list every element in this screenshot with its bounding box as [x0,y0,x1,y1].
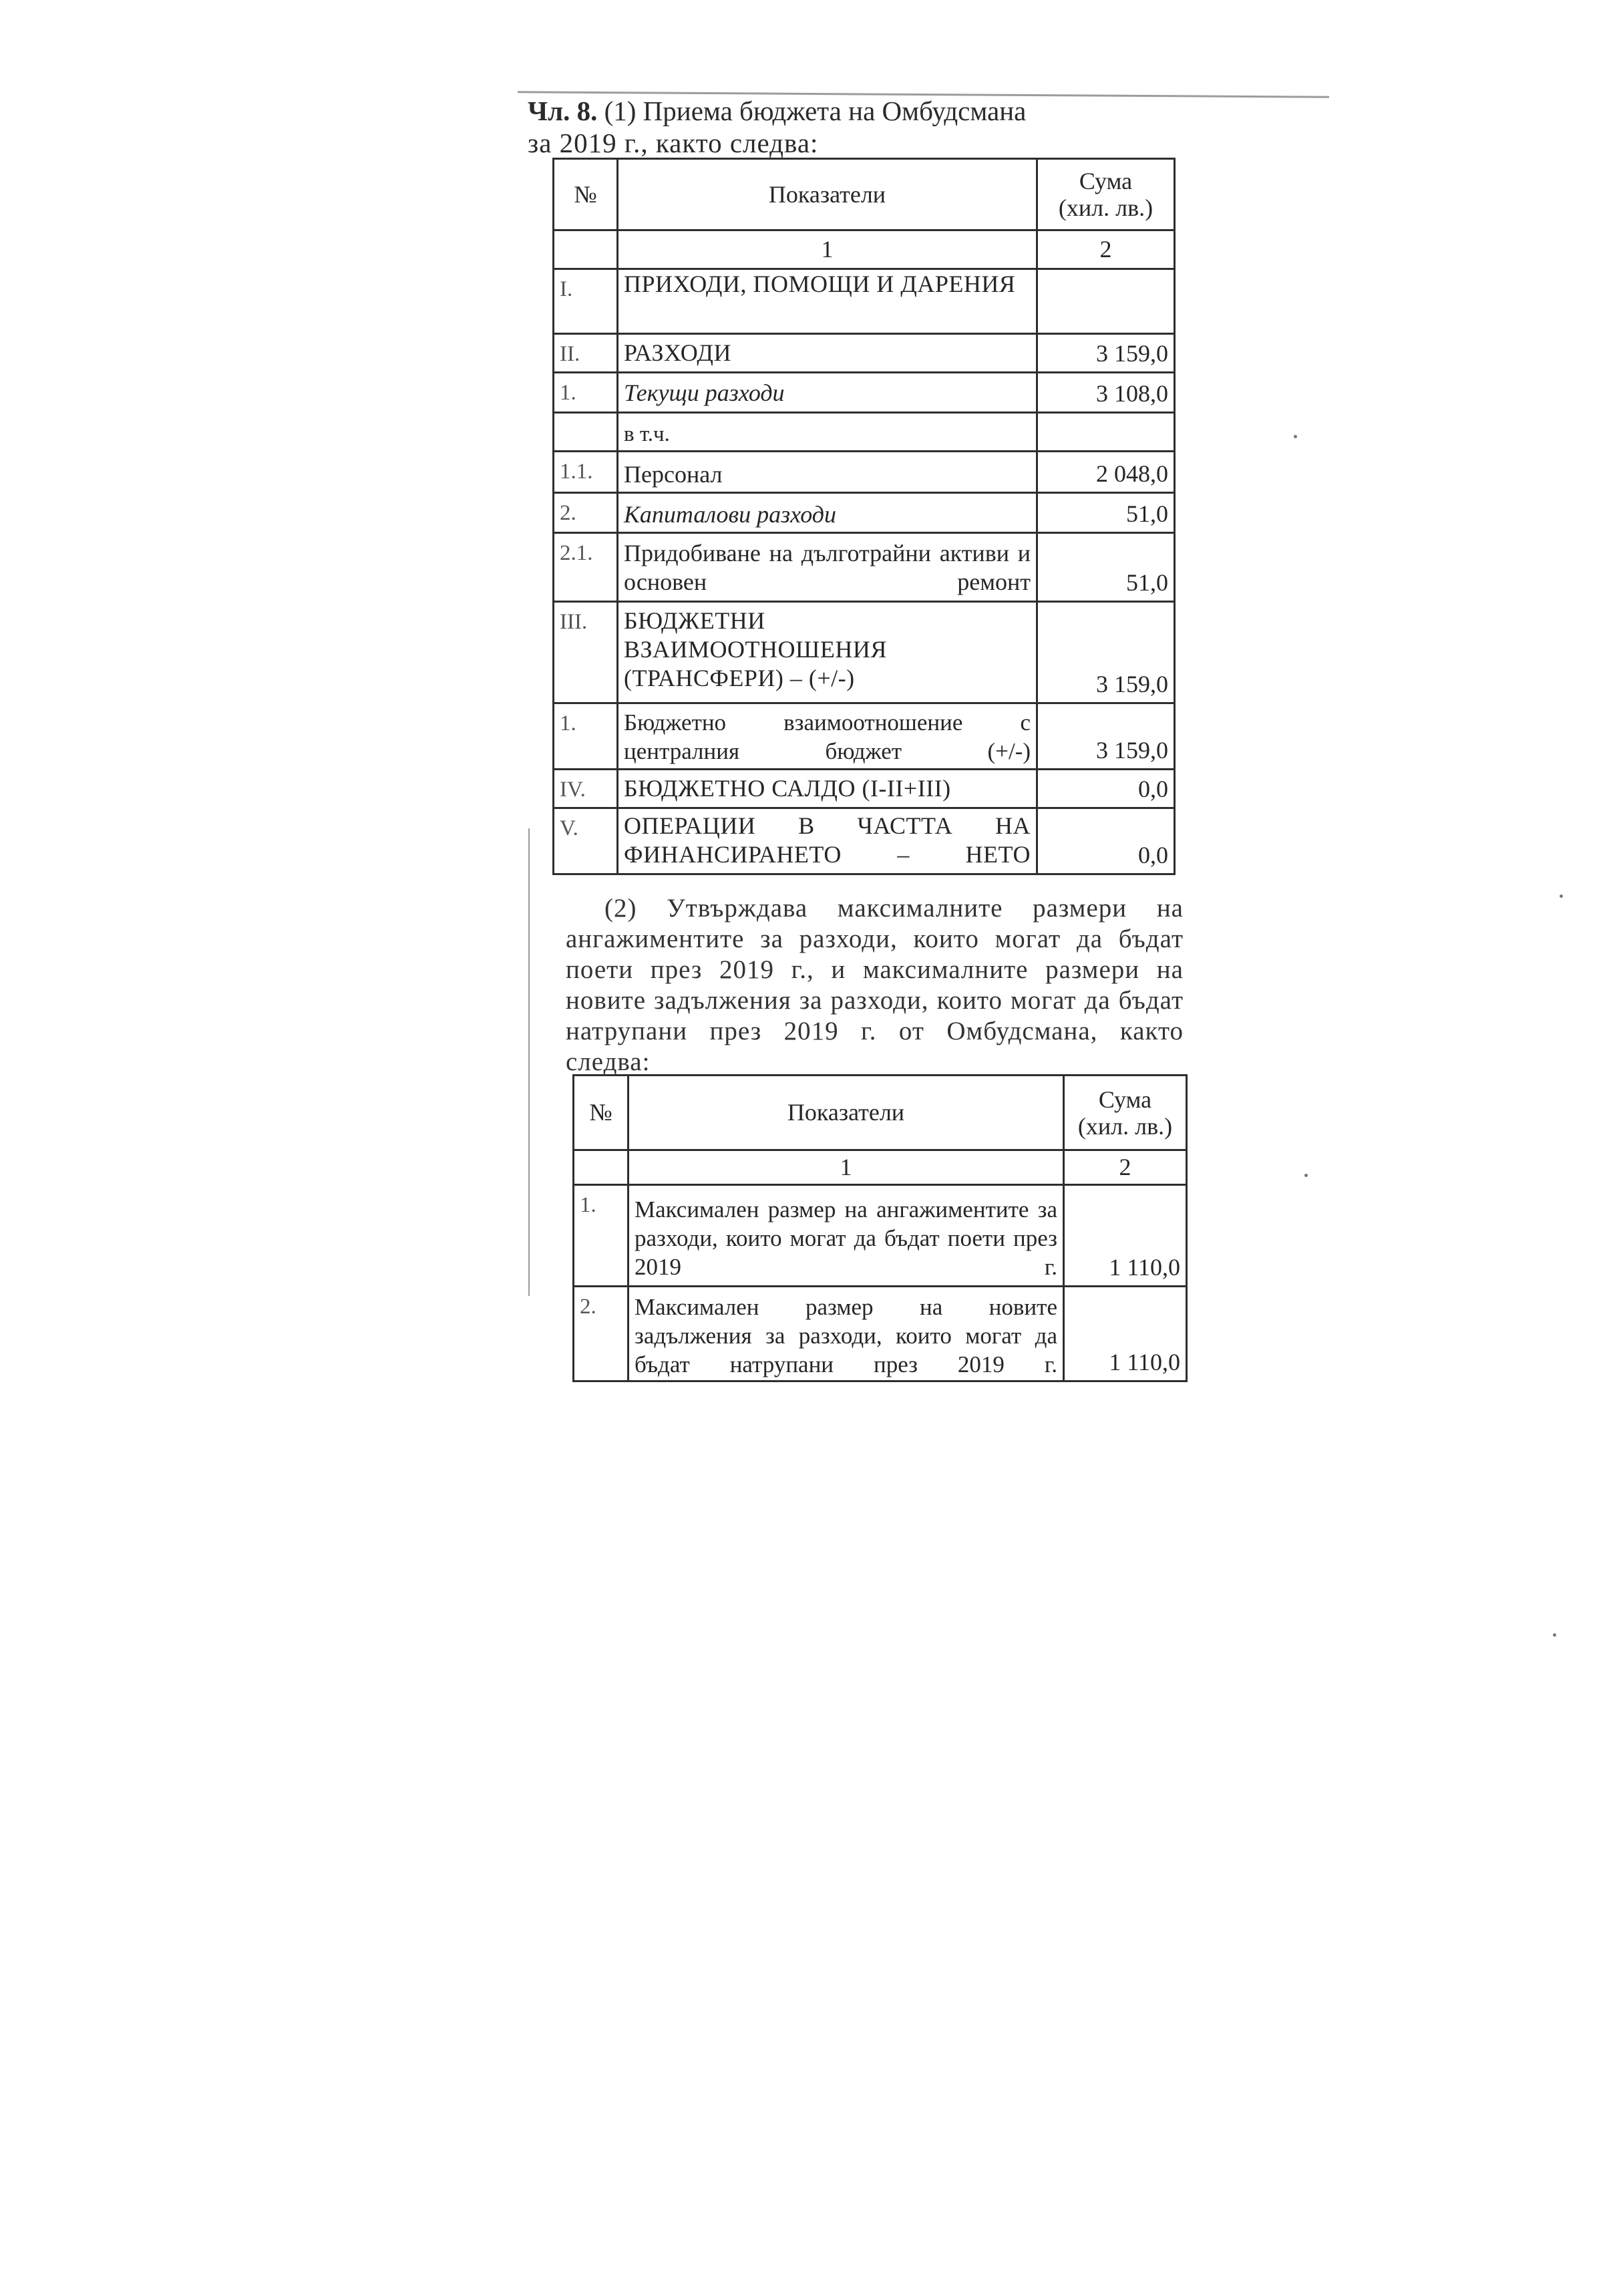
table-row [554,493,1175,533]
table-row [554,413,1175,452]
budget-table [552,158,1176,875]
paragraph-2: (2) Утвърждава максималните размери на ангажиментите за разходи, които могат да бъдат поети през 2019 г., и максималните размери на новите задължения за разходи, които могат да бъдат натрупани през 2019 г. от Омбудсмана, както следва: [566,894,1184,1076]
table-row [554,602,1175,703]
row-amount: 1 110,0 [1064,1287,1187,1381]
row-label: Текущи разходи [618,373,1037,413]
scan-speck [1304,1174,1308,1177]
row-label: БЮДЖЕТНИ ВЗАИМООТНОШЕНИЯ (ТРАНСФЕРИ) – (+/-) [618,602,1037,703]
row-number: 1.1. [554,452,618,493]
row-number [554,413,618,452]
table-header-row [574,1076,1187,1150]
table-row [554,334,1175,373]
commitments-table [572,1074,1188,1382]
row-amount: 3 159,0 [1037,334,1175,373]
scan-speck [1553,1633,1556,1637]
row-label: БЮДЖЕТНО САЛДО (I-II+III) [618,770,1037,808]
header-number: № [554,159,618,230]
header-sum [1037,159,1175,230]
table-row [574,1185,1187,1287]
row-amount: 0,0 [1037,770,1175,808]
row-number: II. [554,334,618,373]
column-number-sum: 2 [1037,230,1175,269]
row-number: 1. [574,1185,629,1287]
column-number-row [574,1150,1187,1185]
row-amount [1037,413,1175,452]
row-amount [1037,269,1175,334]
row-number: III. [554,602,618,703]
row-label: ПРИХОДИ, ПОМОЩИ И ДАРЕНИЯ [618,269,1037,334]
row-number: I. [554,269,618,334]
article-text: (1) Приема бюджета на Омбудсмана [604,96,1027,126]
row-label: ОПЕРАЦИИ В ЧАСТТА НА ФИНАНСИРАНЕТО – НЕТО [618,808,1037,874]
row-label: Персонал [618,452,1037,493]
row-amount: 0,0 [1037,808,1175,874]
header-sum-unit: (хил. лв.) [1077,1112,1173,1140]
row-label: Придобиване на дълготрайни активи и основен ремонт [618,533,1037,602]
table-row [554,770,1175,808]
article-number: Чл. 8. [528,96,598,126]
column-number-row [554,230,1175,269]
row-number: 2. [574,1287,629,1381]
table-row [554,703,1175,770]
header-sum-title: Сума [1079,168,1133,194]
row-amount: 2 048,0 [1037,452,1175,493]
row-label: Максимален размер на новите задължения за разходи, които могат да бъдат натрупани през 2019 г. [629,1287,1064,1381]
table-row [554,373,1175,413]
row-number: 2. [554,493,618,533]
scan-left-rule [528,828,530,1296]
table-row [554,533,1175,602]
row-amount: 3 108,0 [1037,373,1175,413]
table-row [554,269,1175,334]
row-number: V. [554,808,618,874]
table-header-row [554,159,1175,230]
header-indicators: Показатели [618,159,1037,230]
row-amount: 3 159,0 [1037,602,1175,703]
header-sum-unit: (хил. лв.) [1058,194,1153,221]
article-text-continued: за 2019 г., както следва: [528,128,819,158]
header-sum [1064,1076,1187,1150]
column-number-empty [554,230,618,269]
header-number: № [574,1076,629,1150]
row-number: IV. [554,770,618,808]
column-number-indicators: 1 [618,230,1037,269]
scan-speck [1294,435,1297,438]
row-number: 2.1. [554,533,618,602]
column-number-sum: 2 [1064,1150,1187,1185]
header-sum-title: Сума [1098,1086,1152,1113]
table-row [574,1287,1187,1381]
table-row [554,808,1175,874]
row-amount: 51,0 [1037,493,1175,533]
row-amount: 51,0 [1037,533,1175,602]
row-number: 1. [554,373,618,413]
row-number: 1. [554,703,618,770]
header-indicators: Показатели [629,1076,1064,1150]
row-label: Бюджетно взаимоотношение с централния бюджет (+/-) [618,703,1037,770]
row-label: Максимален размер на ангажиментите за разходи, които могат да бъдат поети през 2019 г. [629,1185,1064,1287]
row-amount: 1 110,0 [1064,1185,1187,1287]
row-amount: 3 159,0 [1037,703,1175,770]
column-number-empty [574,1150,629,1185]
row-label: в т.ч. [618,413,1037,452]
row-label: РАЗХОДИ [618,334,1037,373]
table-row [554,452,1175,493]
scan-speck [1560,894,1563,898]
row-label: Капиталови разходи [618,493,1037,533]
article-heading [528,95,1189,159]
column-number-indicators: 1 [629,1150,1064,1185]
